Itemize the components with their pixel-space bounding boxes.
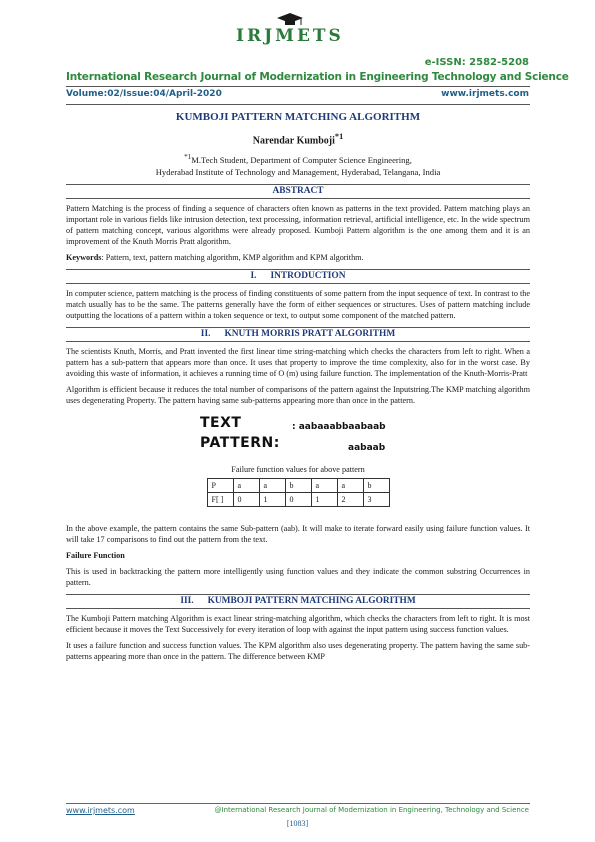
kpm-paragraph-2: It uses a failure function and success function values. The KPM algorithm also uses degenerating property. The pattern having the same sub-patterns appearing more than once in the pattern. The difference between KMP — [66, 641, 530, 662]
header-rule — [66, 86, 530, 87]
kpm-paragraph-1: The Kumboji Pattern matching Algorithm is exact linear string-matching algorithm, which checks the characters from left to right. It is most efficient because it moves the Text Successively for every iteration of loop with against the input pattern using success function values. — [66, 614, 530, 635]
section-number: III. — [180, 596, 194, 607]
keywords — [66, 252, 530, 263]
figure-text-label: TEXT — [200, 415, 242, 432]
kmp-paragraph-2: Algorithm is efficient because it reduces the total number of comparisons of the pattern against the Inputstring.The KMP matching algorithm uses degenerating Property. The pattern having same sub-patterns appearing more than once in the pattern. — [66, 385, 530, 406]
table-cell: 0 — [285, 493, 311, 507]
footer-copyright: @International Research Journal of Modernization in Engineering, Technology and Science — [214, 806, 529, 814]
section-title: KUMBOJI PATTERN MATCHING ALGORITHM — [207, 596, 416, 607]
author-name — [66, 131, 530, 146]
paper-body — [66, 112, 530, 667]
section-title: INTRODUCTION — [270, 271, 346, 282]
kmp-paragraph-1: The scientists Knuth, Morris, and Pratt invented the first linear time string-matching which checks the characters from left to right. When a pattern has a sub-pattern that appears more than once. It uses that property to improve the time complexity, also for in the worst case. By avoiding this waste of information, it achieves a running time of O (m) using failure function. The implementation of the Knuth-Morris-Pratt — [66, 347, 530, 379]
issn: e-ISSN: 2582-5208 — [424, 57, 529, 68]
table-cell: 1 — [259, 493, 285, 507]
table-cell: a — [233, 479, 259, 493]
keywords-text: : Pattern, text, pattern matching algorithm, KMP algorithm and KPM algorithm. — [101, 253, 364, 263]
table-row — [207, 493, 389, 507]
footer-website-link[interactable]: www.irjmets.com — [66, 806, 135, 815]
table-cell: P — [207, 479, 233, 493]
affiliation-line-1: M.Tech Student, Department of Computer Science Engineering, — [191, 155, 412, 166]
table-cell: a — [337, 479, 363, 493]
logo-text: IRJMETS — [236, 26, 344, 46]
table-caption: Failure function values for above pattern — [231, 465, 365, 475]
figure-pattern-label: PATTERN: — [200, 435, 280, 452]
figure-pattern-value: aabaab — [348, 443, 386, 454]
failure-function-table — [207, 478, 390, 507]
example-paragraph: In the above example, the pattern contains the same Sub-pattern (aab). It will make to iterate forward easily using failure function values. It will take 17 comparisons to find out the pattern from the text. — [66, 524, 530, 545]
header-website-link[interactable]: www.irjmets.com — [441, 89, 529, 99]
header-rule-bottom — [66, 104, 530, 105]
table-cell: 0 — [233, 493, 259, 507]
text-pattern-figure — [66, 416, 530, 460]
introduction-paragraph: In computer science, pattern matching is the process of finding constituents of some pattern from the input sequence of text. In contrast to the match usually has to be the same. The patterns generally have the form of either sequences or structures. Uses of pattern matching include outputting the locations of a pattern within a token sequence or text, to output some component of the matched pattern. — [66, 289, 530, 321]
author-superscript: *1 — [334, 132, 344, 141]
table-cell: a — [259, 479, 285, 493]
journal-name: International Research Journal of Modernization in Engineering Technology and Science — [66, 71, 569, 83]
footer-rule — [66, 803, 530, 804]
abstract-heading: ABSTRACT — [66, 184, 530, 199]
paper-title: KUMBOJI PATTERN MATCHING ALGORITHM — [175, 111, 421, 123]
table-row — [207, 479, 389, 493]
table-cell: b — [363, 479, 389, 493]
table-cell: 2 — [337, 493, 363, 507]
section-number: I. — [250, 271, 257, 282]
failure-function-subheading: Failure Function — [66, 551, 125, 561]
page-number: [1083] — [286, 819, 309, 828]
section-heading-kmp — [66, 327, 530, 342]
table-cell: F[ ] — [207, 493, 233, 507]
table-cell: 1 — [311, 493, 337, 507]
section-heading-kpm — [66, 594, 530, 609]
affiliation — [66, 151, 530, 178]
author-text: Narendar Kumboji — [252, 135, 335, 147]
table-cell: a — [311, 479, 337, 493]
table-cell: b — [285, 479, 311, 493]
abstract-text: Pattern Matching is the process of finding a sequence of characters often known as patterns in the text provided. Pattern matching plays an important role in various fields like intrusion detection, text processing, information retrieval, artificial intelligence, etc. In the wide spectrum of pattern matching concept, various algorithms were already proposed. Kumboji Pattern algorithm is the one among them and it is an improvement of the Knuth Morris Pratt algorithm. — [66, 204, 530, 247]
affiliation-line-2: Hyderabad Institute of Technology and Management, Hyderabad, Telangana, India — [155, 167, 441, 178]
section-title: KNUTH MORRIS PRATT ALGORITHM — [224, 329, 396, 340]
section-number: II. — [200, 329, 211, 340]
figure-text-value: : aabaaabbaabaab — [292, 422, 386, 433]
table-cell: 3 — [363, 493, 389, 507]
keywords-label: Keywords — [66, 253, 102, 263]
affiliation-superscript: *1 — [184, 153, 192, 162]
journal-logo — [236, 12, 356, 52]
volume-issue: Volume:02/Issue:04/April-2020 — [66, 89, 222, 99]
section-heading-introduction — [66, 269, 530, 284]
failure-function-paragraph: This is used in backtracking the pattern more intelligently using function values and they indicate the common substring Occurrences in pattern. — [66, 567, 530, 588]
